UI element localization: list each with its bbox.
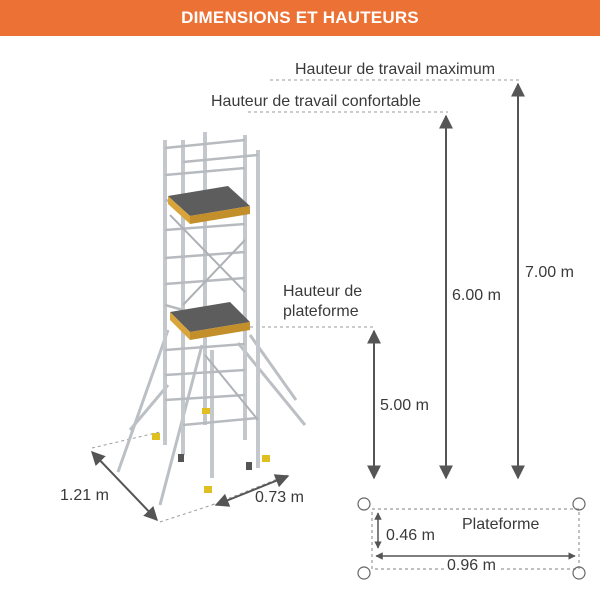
comfortable-working-height-value: 6.00 m xyxy=(452,287,501,304)
upper-platform-deck xyxy=(168,186,250,224)
height-arrows xyxy=(374,84,518,478)
platform-height-value: 5.00 m xyxy=(380,397,429,414)
platform-plan-length-value: 0.96 m xyxy=(444,557,499,575)
base-length-arrow xyxy=(92,452,157,520)
base-length-value: 1.21 m xyxy=(60,487,109,504)
platform-height-label-line1: Hauteur de xyxy=(283,283,363,300)
comfortable-working-height-label: Hauteur de travail confortable xyxy=(211,93,421,110)
platform-plan-width-value: 0.46 m xyxy=(386,527,435,544)
base-width-value: 0.73 m xyxy=(255,489,304,506)
uprights xyxy=(165,132,258,478)
scaffold-illustration xyxy=(118,132,305,505)
max-working-height-label: Hauteur de travail maximum xyxy=(295,61,496,78)
platform-plan-label: Plateforme xyxy=(462,516,540,533)
platform-height-label-line2: plateforme xyxy=(283,303,359,320)
base-reference-line-front xyxy=(160,505,212,522)
page-title: DIMENSIONS ET HAUTEURS xyxy=(181,8,419,27)
max-working-height-value: 7.00 m xyxy=(525,264,574,281)
